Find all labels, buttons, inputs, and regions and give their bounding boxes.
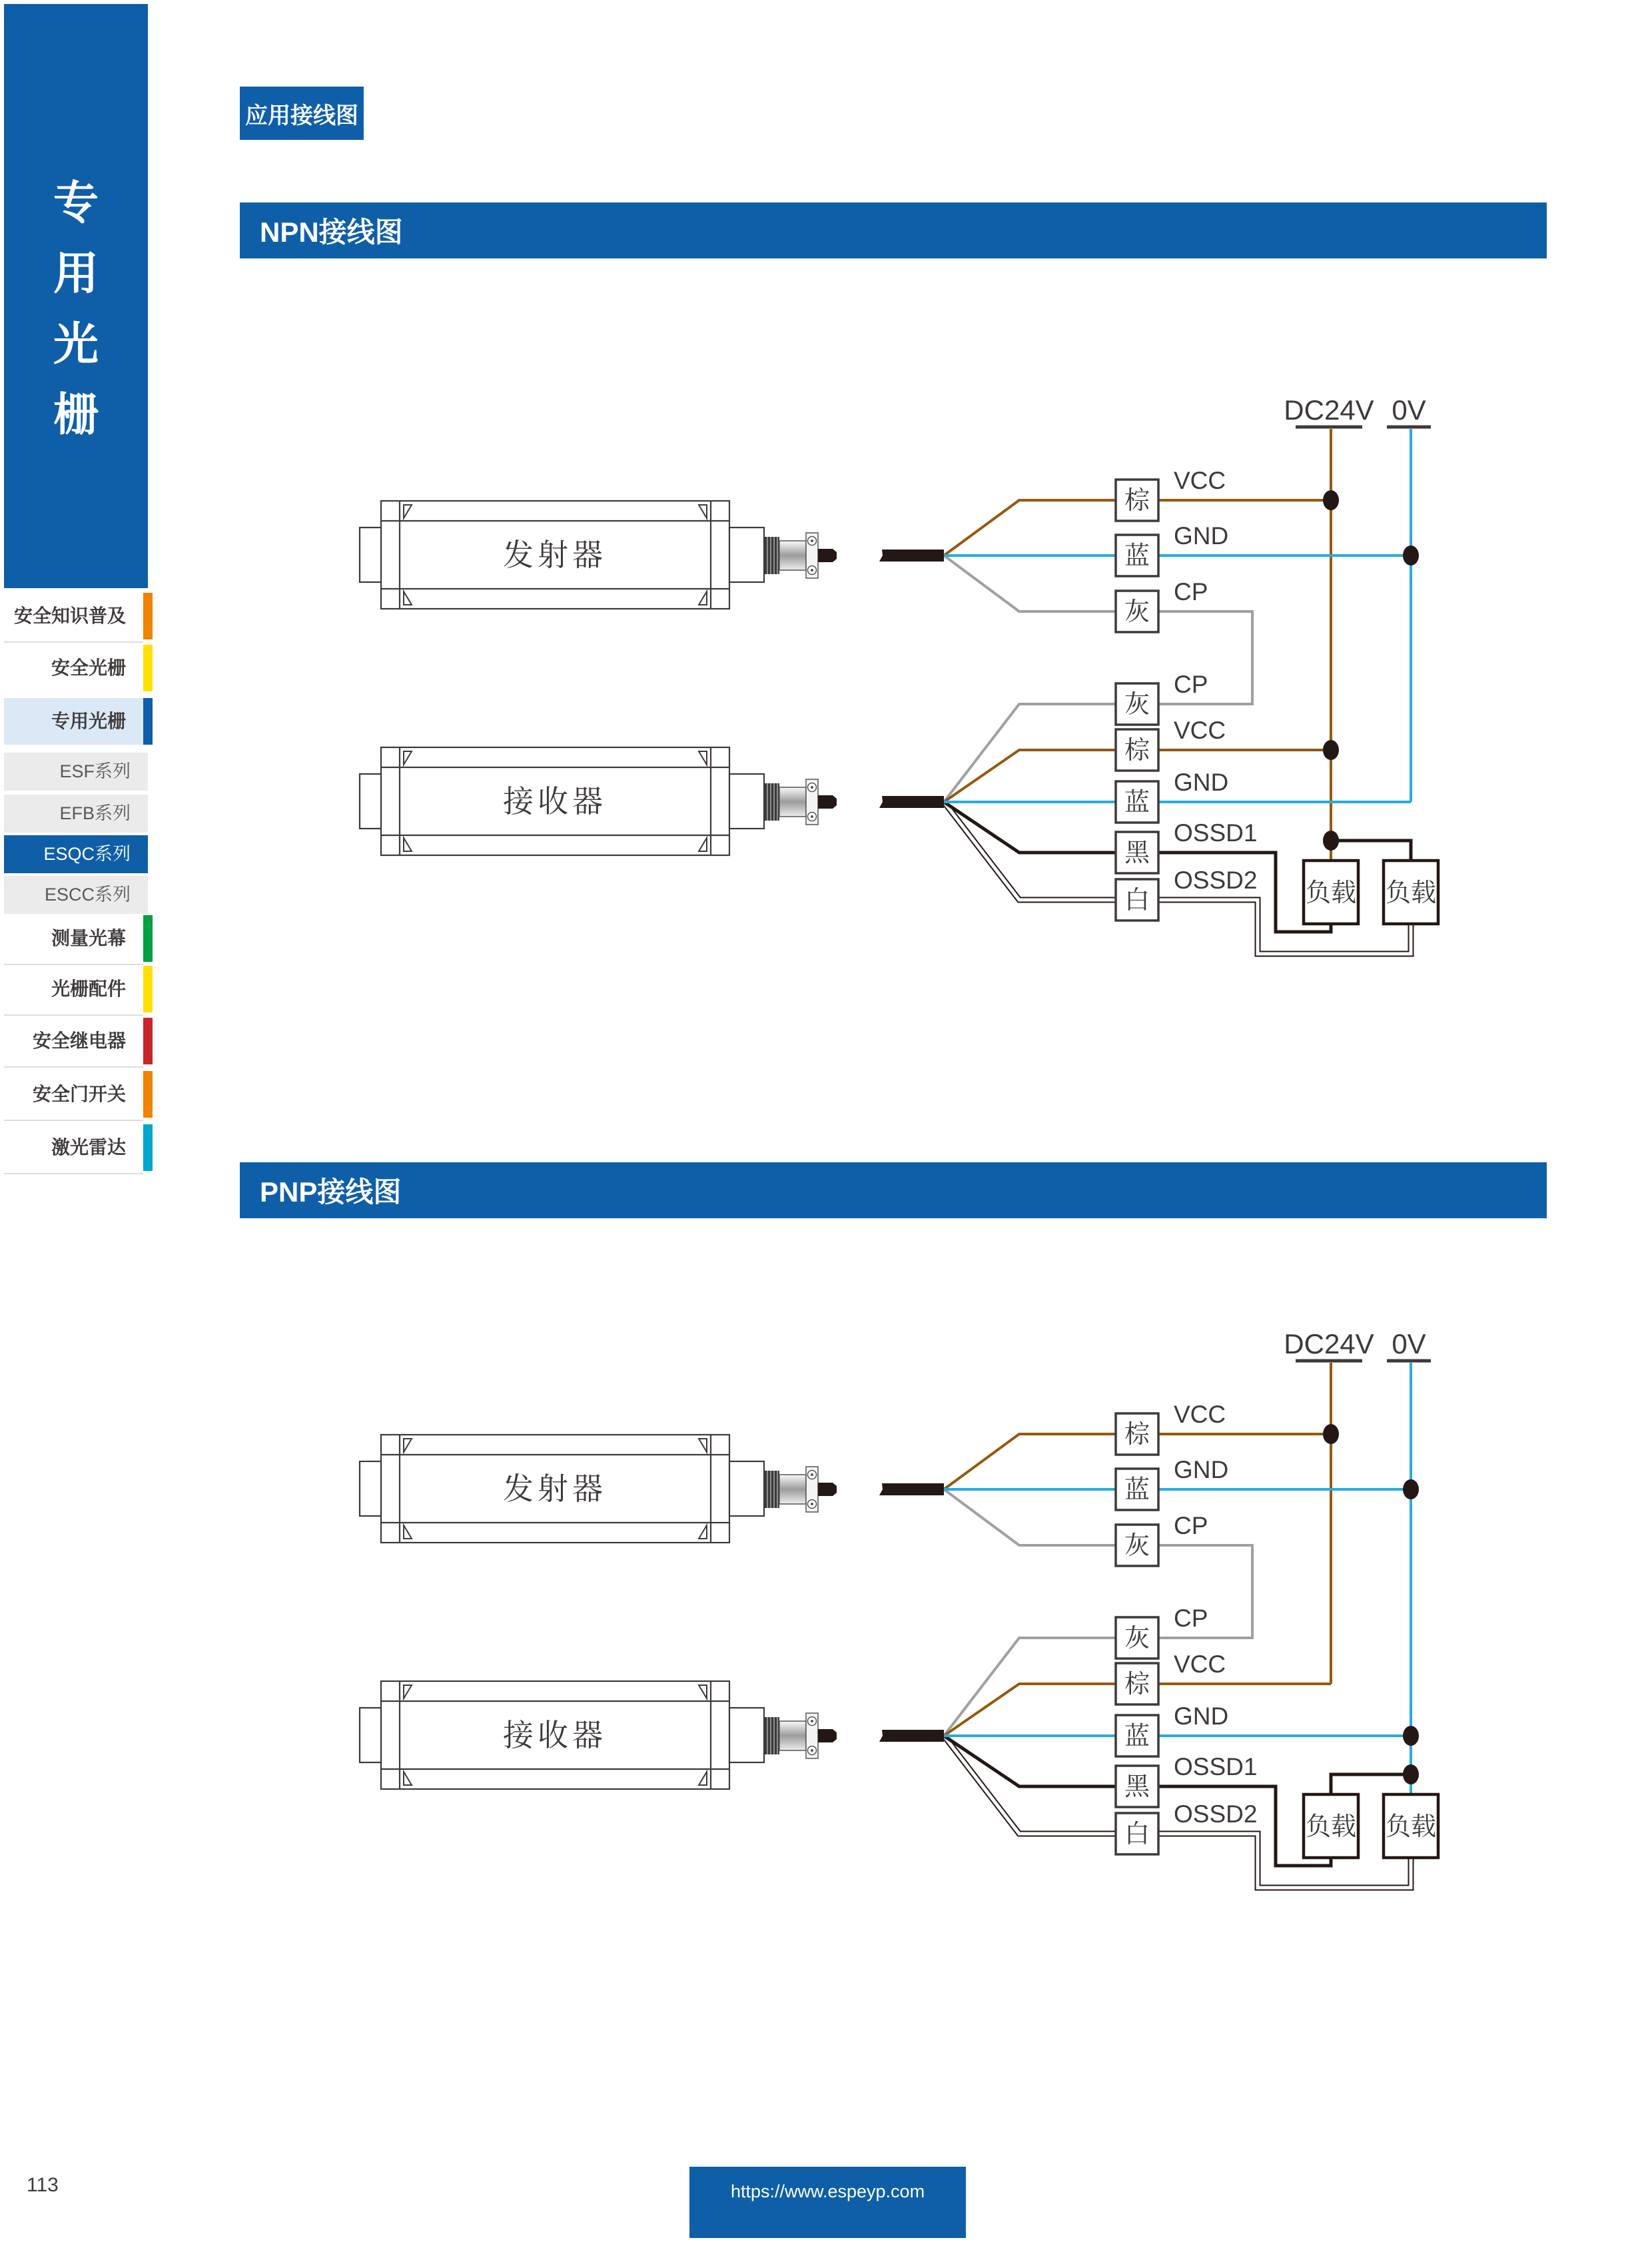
- npn-rx-cp-text: CP: [1174, 671, 1208, 698]
- junction-dot: [1403, 1726, 1419, 1746]
- category-title-char: 栅: [53, 390, 99, 440]
- wire-box-blue-label: 蓝: [1124, 542, 1150, 570]
- junction-dot: [1403, 546, 1419, 565]
- npn-rx-ossd1-text: OSSD1: [1174, 819, 1258, 847]
- sidebar-item-safety-door-switch[interactable]: 安全门开关: [4, 1071, 143, 1118]
- junction-dot: [1403, 1764, 1419, 1784]
- npn-rx-ossd2-text: OSSD2: [1174, 867, 1258, 894]
- wire-box-gray-label: 灰: [1124, 598, 1150, 626]
- pnp-banner-label: PNP接线图: [260, 1176, 402, 1208]
- npn-tx-vcc-text: VCC: [1174, 467, 1226, 494]
- junction-dot: [1323, 740, 1339, 760]
- sidebar-item-accessories[interactable]: 光栅配件: [4, 966, 143, 1012]
- sidebar-item-measuring-light-curtain[interactable]: 测量光幕: [4, 915, 143, 962]
- pnp-tx-vcc-text: VCC: [1174, 1401, 1226, 1428]
- npn-transmitter-label: 发射器: [503, 538, 607, 572]
- junction-dot: [1323, 1424, 1339, 1444]
- wire-box-black-label: 黑: [1124, 839, 1150, 867]
- pnp-rx-cp-wire: [944, 1638, 1116, 1736]
- sidebar-item-special-light-curtain[interactable]: 专用光栅: [4, 698, 143, 745]
- footer-url: https://www.espeyp.com: [730, 2181, 925, 2201]
- sidebar-item-safety-relay[interactable]: 安全继电器: [4, 1018, 143, 1064]
- npn-tx-cp-text: CP: [1174, 578, 1208, 605]
- npn-diagram: [360, 394, 1438, 954]
- npn-transmitter-device: [360, 501, 944, 609]
- wire-box-blue-label: 蓝: [1124, 1476, 1150, 1504]
- footer-url-bar[interactable]: [689, 2167, 966, 2238]
- load-box-2-label: 负载: [1385, 879, 1437, 907]
- wire-box-brown-label: 棕: [1124, 737, 1150, 765]
- npn-receiver-label: 接收器: [503, 784, 607, 819]
- sidebar-item-escc-series[interactable]: ESCC系列: [4, 876, 148, 914]
- sidebar-item-safety-light-curtain[interactable]: 安全光栅: [4, 645, 143, 691]
- page-number: 113: [27, 2174, 59, 2196]
- wire-box-brown-label: 棕: [1124, 487, 1150, 515]
- pnp-rx-cp-text: CP: [1174, 1605, 1208, 1632]
- wire-box-blue-label: 蓝: [1124, 789, 1150, 817]
- pnp-diagram: [360, 1328, 1438, 1888]
- npn-0v-label: 0V: [1392, 394, 1426, 426]
- pnp-rx-gnd-text: GND: [1174, 1702, 1229, 1730]
- category-title-char: 专: [53, 178, 99, 228]
- sidebar-item-safety-knowledge[interactable]: 安全知识普及: [4, 593, 143, 639]
- sidebar-item-esf-series[interactable]: ESF系列: [4, 753, 148, 791]
- npn-dc24v-label: DC24V: [1284, 394, 1374, 426]
- pnp-0v-label: 0V: [1392, 1328, 1426, 1359]
- pnp-load1-feed-wire: [1331, 1774, 1411, 1794]
- pnp-rx-vcc-text: VCC: [1174, 1651, 1226, 1678]
- pnp-dc24v-label: DC24V: [1284, 1328, 1374, 1359]
- sidebar-item-esqc-series[interactable]: ESQC系列: [4, 835, 148, 873]
- junction-dot: [1403, 1479, 1419, 1499]
- category-title-char: 光: [53, 319, 99, 370]
- load-box-1-label: 负载: [1305, 879, 1357, 907]
- pnp-transmitter-device: [360, 1435, 944, 1543]
- npn-banner-label: NPN接线图: [260, 216, 403, 248]
- wire-box-white-label: 白: [1124, 1820, 1150, 1848]
- npn-tx-gnd-text: GND: [1174, 522, 1229, 550]
- wire-box-white-label: 白: [1124, 887, 1150, 915]
- wire-box-brown-label: 棕: [1124, 1421, 1150, 1449]
- pnp-rx-ossd1-text: OSSD1: [1174, 1753, 1258, 1780]
- wire-box-black-label: 黑: [1124, 1773, 1150, 1801]
- pnp-receiver-label: 接收器: [503, 1718, 607, 1752]
- pnp-transmitter-label: 发射器: [503, 1471, 607, 1506]
- wire-box-gray-label: 灰: [1124, 691, 1150, 719]
- wire-box-blue-label: 蓝: [1124, 1722, 1150, 1750]
- npn-rx-vcc-text: VCC: [1174, 717, 1226, 744]
- pnp-rx-ossd2-text: OSSD2: [1174, 1800, 1258, 1828]
- category-title-char: 用: [53, 248, 99, 299]
- wire-box-gray-label: 灰: [1124, 1532, 1150, 1560]
- pnp-tx-gnd-text: GND: [1174, 1456, 1229, 1483]
- junction-dot: [1323, 490, 1339, 510]
- load-box-2-label: 负载: [1385, 1813, 1437, 1841]
- load-box-1-label: 负载: [1305, 1813, 1357, 1841]
- section-tag-label: 应用接线图: [245, 103, 358, 129]
- npn-rx-gnd-text: GND: [1174, 769, 1229, 796]
- wire-box-gray-label: 灰: [1124, 1625, 1150, 1653]
- pnp-tx-cp-text: CP: [1174, 1512, 1208, 1539]
- wire-box-brown-label: 棕: [1124, 1671, 1150, 1698]
- junction-dot: [1323, 831, 1339, 851]
- npn-rx-cp-wire: [944, 704, 1116, 802]
- sidebar-item-efb-series[interactable]: EFB系列: [4, 795, 148, 833]
- npn-receiver-device: [360, 747, 944, 855]
- sidebar-item-laser-radar[interactable]: 激光雷达: [4, 1124, 143, 1171]
- npn-load2-feed-wire: [1331, 841, 1411, 861]
- pnp-receiver-device: [360, 1681, 944, 1789]
